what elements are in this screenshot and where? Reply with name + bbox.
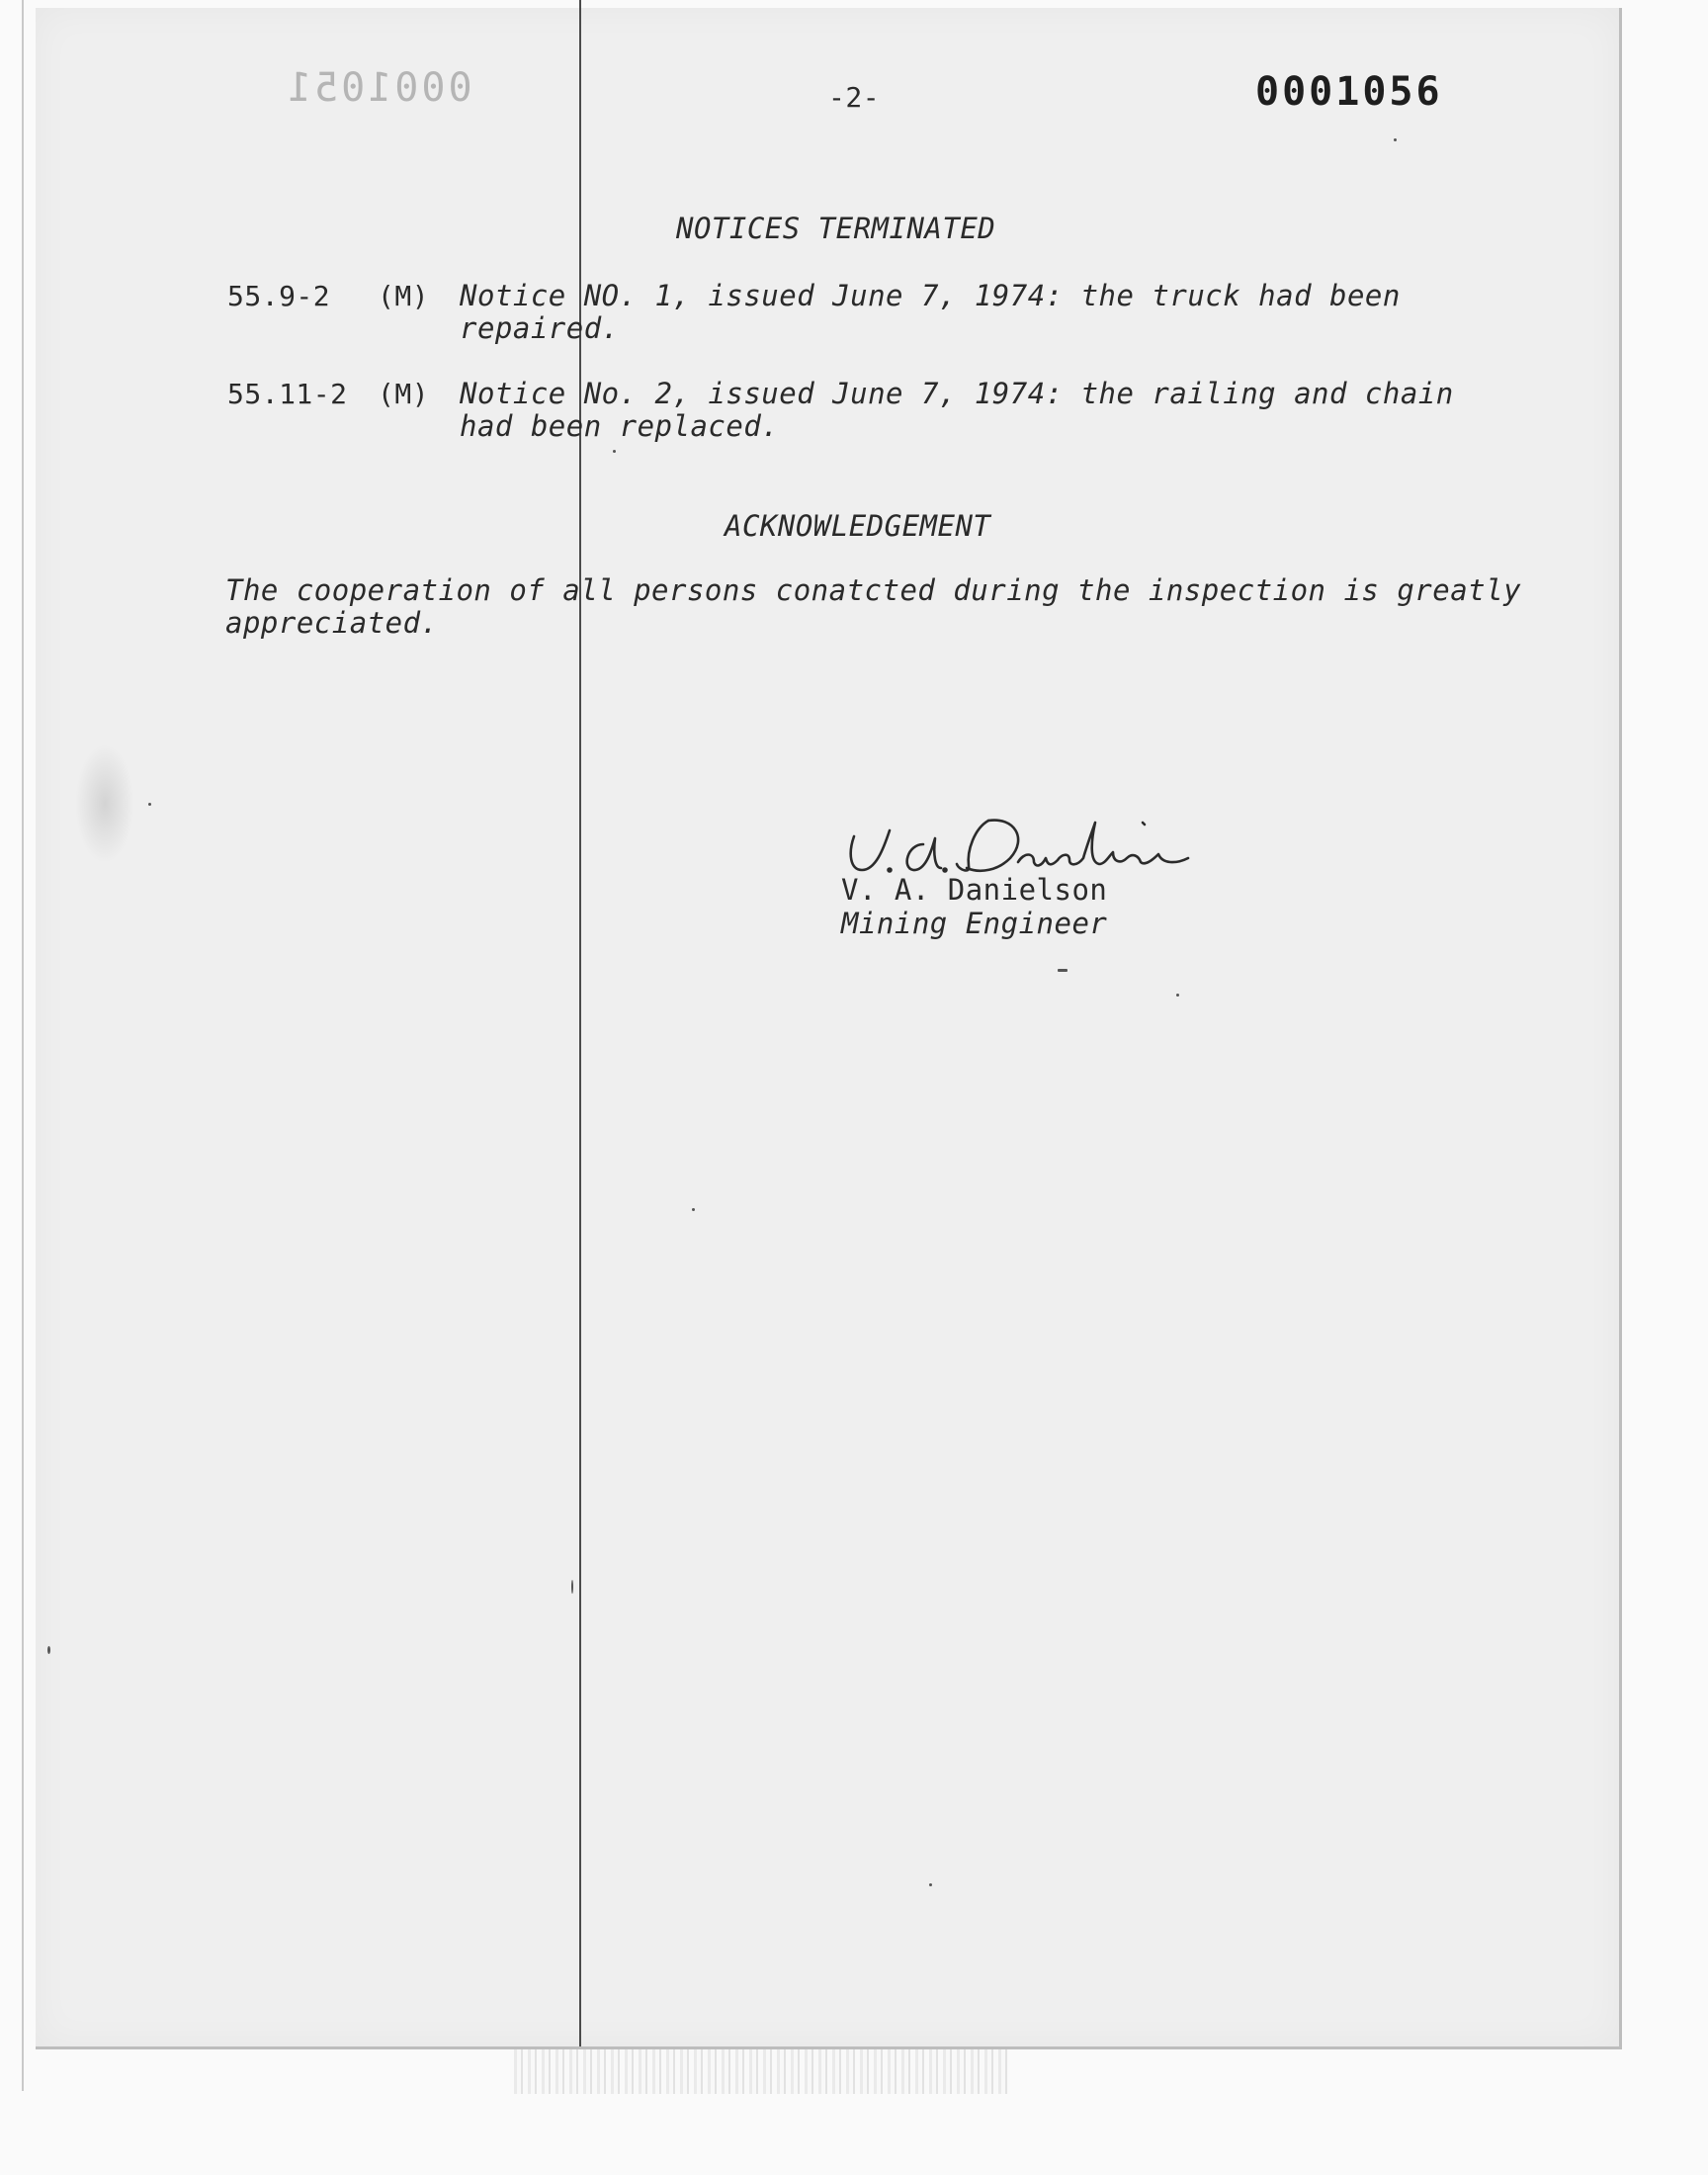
notice-type: (M) [378,378,430,410]
acknowledgement-heading: ACKNOWLEDGEMENT [725,509,991,543]
acknowledgement-line2: appreciated. [225,606,439,640]
signer-name: V. A. Danielson [841,873,1108,907]
document-page [36,8,1622,2049]
acknowledgement-line1: The cooperation of all persons conatcted during the inspection is greatly [225,573,1522,607]
notice-text-line1: Notice NO. 1, issued June 7, 1974: the truck had been [460,279,1401,312]
scan-speck [692,1208,695,1211]
scan-speck [47,1646,50,1654]
notices-heading: NOTICES TERMINATED [676,212,996,245]
scan-speck [1058,969,1068,972]
notice-text-line1: Notice No. 2, issued June 7, 1974: the railing and chain [460,377,1454,410]
ghost-document-number: 0001051 [285,65,472,111]
scan-streaks [514,2046,1008,2094]
notice-code: 55.11-2 [227,378,348,410]
scan-speck [148,803,151,806]
notice-code: 55.9-2 [227,280,331,312]
smudge-mark [75,744,134,863]
notice-text-line2: had been replaced. [460,409,780,443]
scan-speck [1394,138,1397,141]
signer-title: Mining Engineer [841,907,1108,940]
notice-type: (M) [378,280,430,312]
scan-speck [613,450,616,453]
scan-speck [929,1883,932,1886]
notice-text-line2: repaired. [460,311,620,345]
page-number: -2- [828,81,881,114]
scan-left-edge [22,0,24,2091]
document-number-stamp: 0001056 [1255,69,1443,115]
scan-speck [571,1580,573,1594]
scan-speck [1176,994,1179,997]
